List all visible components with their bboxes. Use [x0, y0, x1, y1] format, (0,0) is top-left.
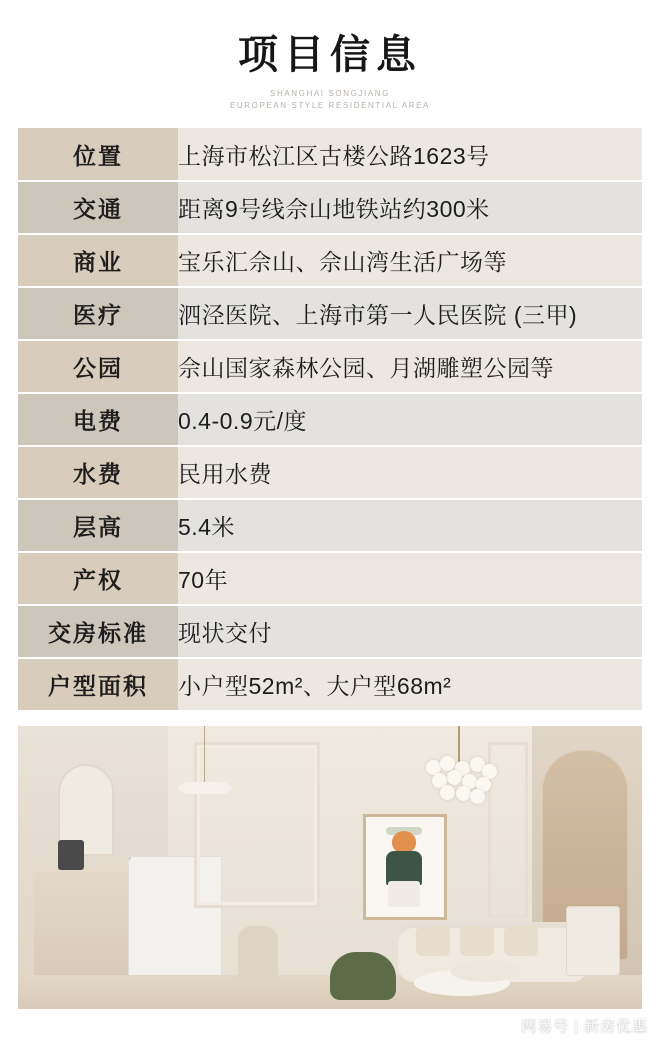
chandelier-bulb — [440, 785, 455, 800]
row-label: 电费 — [18, 393, 178, 446]
page-title: 项目信息 — [238, 33, 422, 77]
watermark-brand: 网易号 — [521, 1017, 570, 1034]
subtitle-line-1: SHANGHAI SONGJIANG — [270, 89, 390, 98]
table-row — [18, 499, 642, 552]
table-row — [18, 446, 642, 499]
coffee-machine-icon — [58, 840, 84, 870]
side-chair — [238, 926, 278, 982]
watermark — [521, 1014, 648, 1035]
row-value: 5.4米 — [178, 499, 642, 552]
project-info-table — [18, 128, 642, 712]
row-label: 层高 — [18, 499, 178, 552]
row-value: 上海市松江区古楼公路1623号 — [178, 128, 642, 181]
row-label: 户型面积 — [18, 658, 178, 711]
wall-art-frame — [363, 814, 447, 920]
art-figure-body — [386, 851, 422, 885]
project-info-tbody — [18, 128, 642, 711]
row-value: 距离9号线佘山地铁站约300米 — [178, 181, 642, 234]
table-row — [18, 181, 642, 234]
row-label: 位置 — [18, 128, 178, 181]
row-label: 医疗 — [18, 287, 178, 340]
row-value: 宝乐汇佘山、佘山湾生活广场等 — [178, 234, 642, 287]
chandelier-bulb — [456, 786, 471, 801]
row-value: 民用水费 — [178, 446, 642, 499]
coffee-table-small — [450, 960, 520, 982]
table-row — [18, 605, 642, 658]
watermark-account: 新房优惠 — [583, 1017, 648, 1034]
chandelier-bulb — [447, 770, 462, 785]
row-label: 公园 — [18, 340, 178, 393]
row-value: 小户型52m²、大户型68m² — [178, 658, 642, 711]
sofa-cushion — [416, 926, 450, 956]
row-value: 泗泾医院、上海市第一人民医院 (三甲) — [178, 287, 642, 340]
green-armchair — [330, 952, 396, 1000]
row-label: 商业 — [18, 234, 178, 287]
table-row — [18, 128, 642, 181]
table-row — [18, 287, 642, 340]
row-value: 70年 — [178, 552, 642, 605]
refrigerator — [566, 906, 620, 976]
header — [0, 0, 660, 112]
art-figure-skirt — [388, 881, 420, 907]
table-row — [18, 552, 642, 605]
subtitle-block — [0, 88, 660, 112]
table-row — [18, 234, 642, 287]
table-row — [18, 340, 642, 393]
pendant-lamp — [178, 782, 232, 794]
row-label: 产权 — [18, 552, 178, 605]
row-label: 交通 — [18, 181, 178, 234]
row-label: 交房标准 — [18, 605, 178, 658]
chandelier-bulb — [470, 789, 485, 804]
wall-molding-left — [194, 742, 320, 908]
row-value: 现状交付 — [178, 605, 642, 658]
row-value: 佘山国家森林公园、月湖雕塑公园等 — [178, 340, 642, 393]
chandelier-bulb — [440, 756, 455, 771]
row-label: 水费 — [18, 446, 178, 499]
table-row — [18, 658, 642, 711]
table-row — [18, 393, 642, 446]
sofa-cushion — [504, 926, 538, 956]
subtitle-line-2: EUROPEAN STYLE RESIDENTIAL AREA — [229, 101, 430, 110]
interior-photo — [18, 726, 642, 1009]
sofa-cushion — [460, 926, 494, 956]
watermark-separator: | — [574, 1016, 579, 1033]
bubble-chandelier — [426, 756, 496, 800]
row-value: 0.4-0.9元/度 — [178, 393, 642, 446]
art-figure-head — [392, 831, 416, 853]
pendant-cord — [204, 726, 205, 784]
